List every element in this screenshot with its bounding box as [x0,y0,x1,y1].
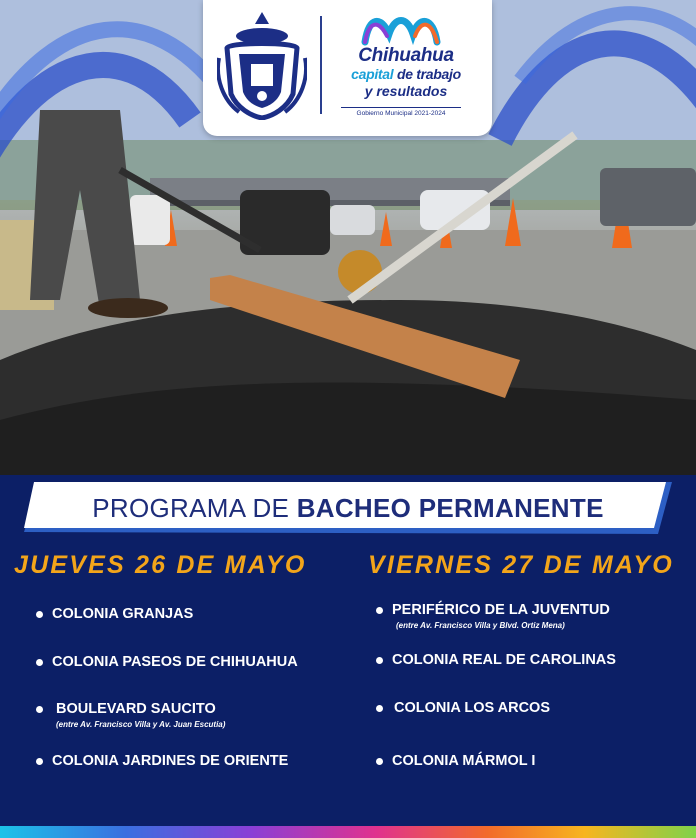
day-heading-friday: VIERNES 27 DE MAYO [368,551,674,579]
brand-tagline-rest: de trabajo [393,66,461,82]
location-note: (entre Av. Francisco Villa y Av. Juan Escutia) [56,720,226,729]
location-label: COLONIA REAL DE CAROLINAS [392,652,616,668]
government-label: Gobierno Municipal 2021-2024 [341,107,461,118]
bullet-icon [36,758,43,765]
location-label: COLONIA PASEOS DE CHIHUAHUA [52,654,298,670]
brand-tagline-line2: y resultados [364,83,448,99]
location-label: PERIFÉRICO DE LA JUVENTUD [392,602,610,618]
location-label: COLONIA GRANJAS [52,606,194,622]
logo-divider [320,16,322,114]
location-label: COLONIA MÁRMOL I [392,753,536,769]
bullet-icon [376,758,383,765]
chihuahua-brand-mark-icon [361,10,441,46]
city-coat-of-arms-icon [217,8,307,120]
program-title [24,482,672,534]
location-note: (entre Av. Francisco Villa y Blvd. Ortiz Mena) [396,621,565,630]
location-label: COLONIA LOS ARCOS [394,700,551,716]
brand-tagline-line1 [331,66,481,82]
location-label: COLONIA JARDINES DE ORIENTE [52,753,289,769]
brand-name: Chihuahua [358,45,454,66]
bullet-icon [36,706,43,713]
brand-tagline-accent: capital [351,66,394,82]
bullet-icon [36,659,43,666]
brand-color-strip [0,826,696,838]
schedule-friday [368,548,696,769]
bullet-icon [376,705,383,712]
logo-card [203,0,492,136]
bullet-icon [376,607,383,614]
location-label: BOULEVARD SAUCITO [56,701,216,717]
program-title-light: PROGRAMA DE [92,493,297,523]
day-heading-thursday: JUEVES 26 DE MAYO [14,551,307,579]
schedule-thursday [14,548,354,769]
bullet-icon [376,657,383,664]
program-title-bold: BACHEO PERMANENTE [296,493,604,523]
program-banner [24,482,672,534]
bullet-icon [36,611,43,618]
